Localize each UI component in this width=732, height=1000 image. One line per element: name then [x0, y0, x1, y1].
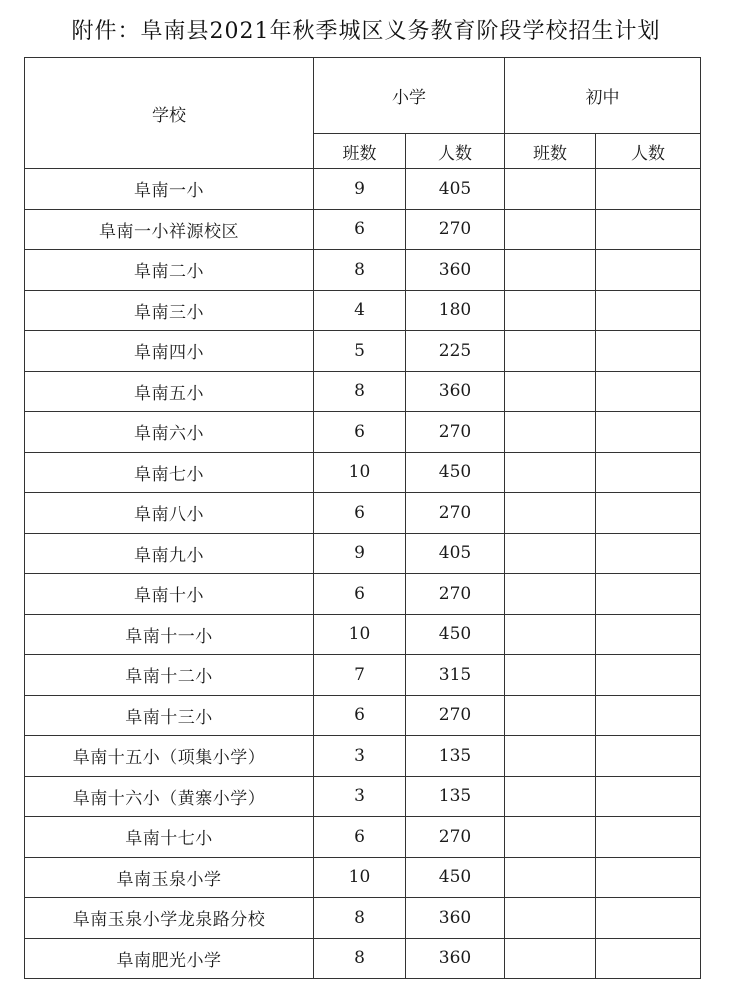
middle-students-cell: [596, 250, 701, 291]
table-row: [25, 857, 701, 898]
school-name-cell: 阜南十七小: [25, 817, 314, 858]
middle-classes-cell: [505, 695, 596, 736]
primary-classes-cell: 6: [314, 493, 406, 534]
school-name-cell: 阜南一小祥源校区: [25, 209, 314, 250]
primary-classes-cell: 6: [314, 817, 406, 858]
table-row: [25, 655, 701, 696]
middle-students-cell: [596, 857, 701, 898]
school-name-cell: 阜南三小: [25, 290, 314, 331]
school-name-cell: 阜南十三小: [25, 695, 314, 736]
middle-students-cell: [596, 533, 701, 574]
table-row: [25, 695, 701, 736]
middle-classes-cell: [505, 533, 596, 574]
middle-students-cell: [596, 695, 701, 736]
table-row: [25, 331, 701, 372]
primary-students-cell: 360: [406, 938, 505, 979]
primary-classes-cell: 4: [314, 290, 406, 331]
table-row: [25, 574, 701, 615]
middle-classes-cell: [505, 898, 596, 939]
school-name-cell: 阜南十六小（黄寨小学）: [25, 776, 314, 817]
header-primary-students: 人数: [406, 134, 505, 169]
middle-classes-cell: [505, 250, 596, 291]
primary-students-cell: 360: [406, 371, 505, 412]
primary-students-cell: 405: [406, 533, 505, 574]
primary-classes-cell: 5: [314, 331, 406, 372]
school-name-cell: 阜南六小: [25, 412, 314, 453]
middle-students-cell: [596, 371, 701, 412]
table-row: [25, 169, 701, 210]
header-primary-classes: 班数: [314, 134, 406, 169]
school-name-cell: 阜南七小: [25, 452, 314, 493]
school-name-cell: 阜南玉泉小学龙泉路分校: [25, 898, 314, 939]
school-name-cell: 阜南玉泉小学: [25, 857, 314, 898]
primary-classes-cell: 3: [314, 776, 406, 817]
middle-students-cell: [596, 574, 701, 615]
table-row: [25, 938, 701, 979]
middle-students-cell: [596, 169, 701, 210]
header-middle: 初中: [505, 58, 701, 134]
table-row: [25, 817, 701, 858]
table-row: [25, 533, 701, 574]
school-name-cell: 阜南肥光小学: [25, 938, 314, 979]
middle-classes-cell: [505, 290, 596, 331]
school-name-cell: 阜南一小: [25, 169, 314, 210]
middle-students-cell: [596, 938, 701, 979]
middle-classes-cell: [505, 452, 596, 493]
middle-classes-cell: [505, 614, 596, 655]
primary-classes-cell: 8: [314, 898, 406, 939]
middle-classes-cell: [505, 655, 596, 696]
table-row: [25, 614, 701, 655]
middle-students-cell: [596, 817, 701, 858]
primary-classes-cell: 9: [314, 169, 406, 210]
middle-classes-cell: [505, 331, 596, 372]
middle-classes-cell: [505, 493, 596, 534]
middle-classes-cell: [505, 776, 596, 817]
primary-classes-cell: 6: [314, 209, 406, 250]
table-row: [25, 452, 701, 493]
middle-students-cell: [596, 412, 701, 453]
school-name-cell: 阜南四小: [25, 331, 314, 372]
primary-students-cell: 270: [406, 412, 505, 453]
primary-students-cell: 405: [406, 169, 505, 210]
school-name-cell: 阜南十五小（项集小学）: [25, 736, 314, 777]
primary-students-cell: 450: [406, 614, 505, 655]
middle-classes-cell: [505, 412, 596, 453]
primary-classes-cell: 10: [314, 452, 406, 493]
primary-students-cell: 360: [406, 250, 505, 291]
header-middle-classes: 班数: [505, 134, 596, 169]
middle-students-cell: [596, 614, 701, 655]
middle-classes-cell: [505, 574, 596, 615]
school-name-cell: 阜南十一小: [25, 614, 314, 655]
table-header-row: [25, 58, 701, 134]
primary-classes-cell: 8: [314, 250, 406, 291]
school-name-cell: 阜南五小: [25, 371, 314, 412]
primary-students-cell: 315: [406, 655, 505, 696]
school-name-cell: 阜南二小: [25, 250, 314, 291]
primary-classes-cell: 8: [314, 938, 406, 979]
middle-classes-cell: [505, 209, 596, 250]
table-row: [25, 898, 701, 939]
primary-students-cell: 135: [406, 776, 505, 817]
enrollment-plan-table: [24, 57, 701, 979]
primary-classes-cell: 6: [314, 695, 406, 736]
primary-classes-cell: 6: [314, 574, 406, 615]
middle-students-cell: [596, 898, 701, 939]
table-row: [25, 776, 701, 817]
middle-classes-cell: [505, 817, 596, 858]
middle-classes-cell: [505, 371, 596, 412]
school-name-cell: 阜南八小: [25, 493, 314, 534]
table-row: [25, 209, 701, 250]
primary-classes-cell: 8: [314, 371, 406, 412]
middle-students-cell: [596, 452, 701, 493]
primary-classes-cell: 9: [314, 533, 406, 574]
primary-classes-cell: 7: [314, 655, 406, 696]
primary-students-cell: 450: [406, 857, 505, 898]
table-row: [25, 493, 701, 534]
header-middle-students: 人数: [596, 134, 701, 169]
table-row: [25, 250, 701, 291]
primary-students-cell: 270: [406, 209, 505, 250]
middle-classes-cell: [505, 857, 596, 898]
middle-classes-cell: [505, 736, 596, 777]
school-name-cell: 阜南十小: [25, 574, 314, 615]
primary-students-cell: 180: [406, 290, 505, 331]
middle-classes-cell: [505, 169, 596, 210]
primary-students-cell: 135: [406, 736, 505, 777]
primary-classes-cell: 10: [314, 857, 406, 898]
header-school: 学校: [25, 58, 314, 169]
primary-students-cell: 270: [406, 493, 505, 534]
primary-students-cell: 450: [406, 452, 505, 493]
header-primary: 小学: [314, 58, 505, 134]
table-row: [25, 736, 701, 777]
middle-students-cell: [596, 736, 701, 777]
middle-students-cell: [596, 290, 701, 331]
middle-students-cell: [596, 209, 701, 250]
middle-students-cell: [596, 776, 701, 817]
primary-students-cell: 360: [406, 898, 505, 939]
middle-students-cell: [596, 655, 701, 696]
primary-classes-cell: 10: [314, 614, 406, 655]
middle-students-cell: [596, 331, 701, 372]
middle-students-cell: [596, 493, 701, 534]
primary-students-cell: 225: [406, 331, 505, 372]
primary-classes-cell: 3: [314, 736, 406, 777]
school-name-cell: 阜南九小: [25, 533, 314, 574]
table-row: [25, 412, 701, 453]
school-name-cell: 阜南十二小: [25, 655, 314, 696]
primary-classes-cell: 6: [314, 412, 406, 453]
primary-students-cell: 270: [406, 817, 505, 858]
document-title: 附件：阜南县2021年秋季城区义务教育阶段学校招生计划: [71, 19, 661, 44]
middle-classes-cell: [505, 938, 596, 979]
table-row: [25, 371, 701, 412]
table-row: [25, 290, 701, 331]
primary-students-cell: 270: [406, 574, 505, 615]
primary-students-cell: 270: [406, 695, 505, 736]
